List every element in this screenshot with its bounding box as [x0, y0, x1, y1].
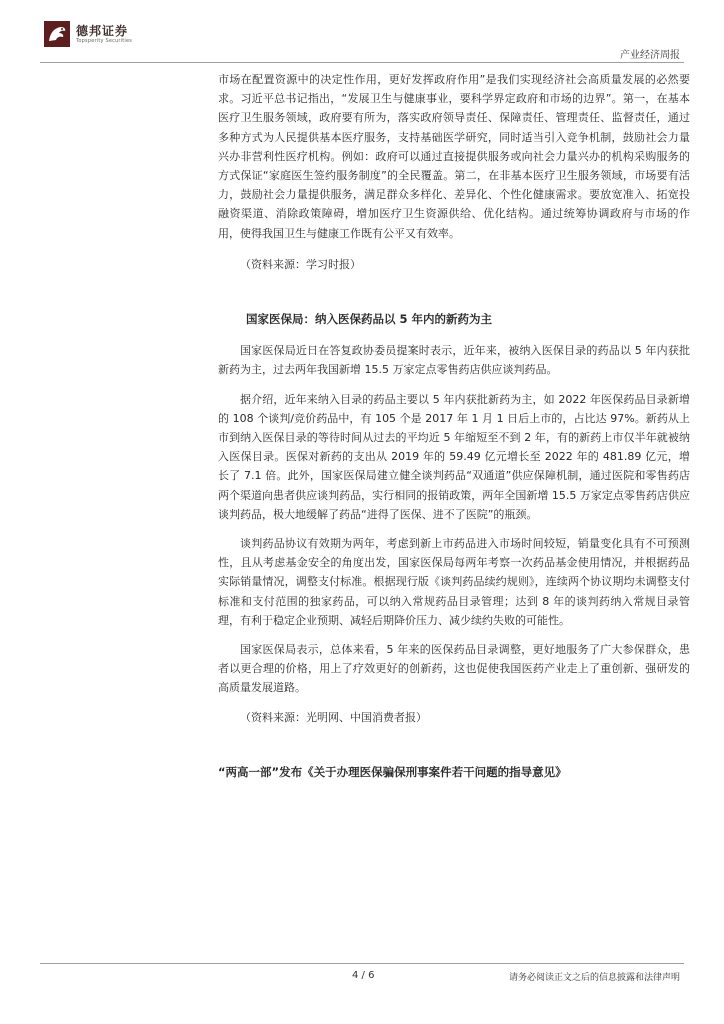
page-number: 4 / 6: [352, 970, 375, 981]
header-divider: [40, 62, 684, 63]
section2-source: （资料来源：光明网、中国消费者报）: [240, 710, 427, 724]
footer-divider: [40, 963, 684, 964]
section1-paragraph: 市场在配置资源中的决定性作用，更好发挥政府作用”是我们实现经济社会高质量发展的必然要求。习近平总书记指出，“发展卫生与健康事业，要科学界定政府和市场的边界”。第一，在基本医疗卫生服务领域，政府要有所为，落实政府领导责任、保障责任、管理责任、监督责任，通过多种方式为人民提供基本医疗服务，支持基础医学研究，同时适当引入竞争机制，鼓励社会力量兴办非营利性医疗机构。例如：政府可以通过直接提供服务或向社会力量兴办的机构采购服务的方式保证“家庭医生签约服务制度”的全民覆盖。第二，在非基本医疗卫生服务领域，市场要有活力，鼓励社会力量提供服务，满足群众多样化、差异化、个性化健康需求。要放宽准入、拓宽投融资渠道、消除政策障碍，增加医疗卫生资源供给、优化结构。通过统筹协调政府与市场的作用，使得我国卫生与健康工作既有公平又有效率。: [218, 73, 690, 240]
footer-disclaimer: 请务必阅读正文之后的信息披露和法律声明: [508, 973, 680, 983]
page-header: [0, 0, 724, 66]
section2-paragraph-1: 国家医保局近日在答复政协委员提案时表示，近年来，被纳入医保目录的药品以 5 年内获批新药为主，过去两年我国新增 15.5 万家定点零售药店供应谈判药品。: [218, 344, 690, 377]
report-type: 产业经济周报: [620, 50, 680, 61]
company-logo-icon: [44, 21, 70, 47]
section2-paragraph-2: 据介绍，近年来纳入目录的药品主要以 5 年内获批新药为主，如 2022 年医保药品目录新增的 108 个谈判/竞价药品中，有 105 个是 2017 年 1 月 1 日后上市的，占比达 97%。新药从上市到纳入医保目录的等待时间从过去的平均近 5 年缩短至不到 2 年，有的新药上市仅半年就被纳入医保目录。医保对新药的支出从 2019 年的 59.49 亿元增长至 2022 年的 481.89 亿元，增长了 7.1 倍。此外，国家医保局建立健全谈判药品“双通道”供应保障机制，通过医院和零售药店两个渠道向患者供应谈判药品，实行相同的报销政策，两年全国新增 15.5 万家定点零售药店供应谈判药品，极大地缓解了药品“进得了医保、进不了医院”的瓶颈。: [218, 392, 690, 521]
section2-paragraph-3: 谈判药品协议有效期为两年，考虑到新上市药品进入市场时间较短，销量变化具有不可预测性，且从考虑基金安全的角度出发，国家医保局每两年考察一次药品基金使用情况，并根据药品实际销量情况，调整支付标准。根据现行版《谈判药品续约规则》，连续两个协议期均未调整支付标准和支付范围的独家药品，可以纳入常规药品目录管理；达到 8 年的谈判药纳入常规目录管理，有利于稳定企业预期、减轻后期降价压力、减少续约失败的可能性。: [218, 537, 690, 627]
main-content: [218, 70, 690, 782]
company-name-cn: 德邦证券: [76, 24, 129, 38]
section2-paragraph-4: 国家医保局表示，总体来看，5 年来的医保药品目录调整，更好地服务了广大参保群众，患者以更合理的价格，用上了疗效更好的创新药，这也促使我国医药产业走上了重创新、强研发的高质量发展道路。: [218, 643, 690, 695]
section3-heading: “两高一部”发布《关于办理医保骗保刑事案件若干问题的指导意见》: [218, 764, 567, 779]
company-name-en: Topsperity Securities: [76, 38, 133, 44]
section2-heading: 国家医保局：纳入医保药品以 5 年内的新药为主: [246, 312, 493, 327]
section1-source: （资料来源：学习时报）: [240, 257, 361, 271]
